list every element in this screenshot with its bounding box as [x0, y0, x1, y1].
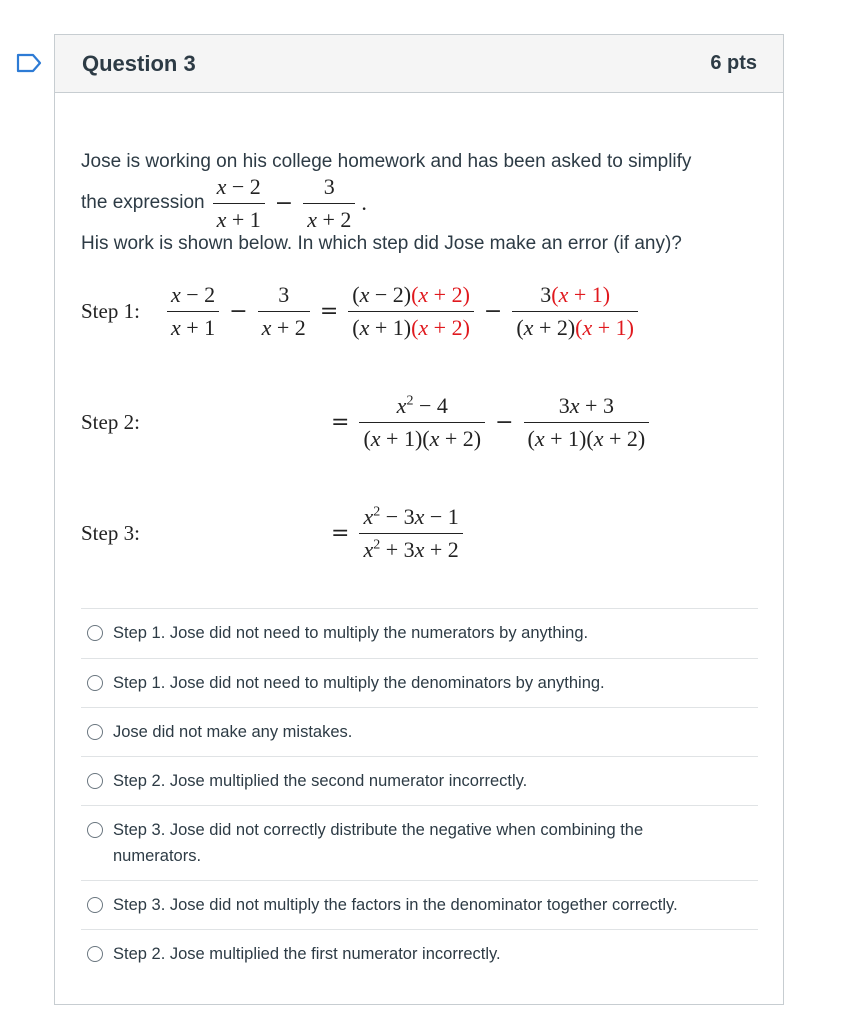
- answer-option-label: Step 1. Jose did not need to multiply the denominators by anything.: [113, 674, 605, 692]
- step-1: [81, 282, 638, 341]
- step-1-label: Step 1:: [81, 299, 140, 323]
- step-2: [81, 393, 649, 452]
- question-title: Question 3: [82, 50, 196, 76]
- radio-unchecked-icon[interactable]: [87, 675, 103, 691]
- question-points: 6 pts: [710, 52, 757, 74]
- answer-option[interactable]: [81, 707, 758, 756]
- radio-unchecked-icon[interactable]: [87, 625, 103, 641]
- answer-option[interactable]: [81, 805, 758, 880]
- question-body: [55, 149, 783, 257]
- step-2-math: = $\frac{x^2 - 4}{(x + 1)(x + 2)}$ − $\frac{3x + 3}{(x + 1)(x + 2)}$: [321, 393, 649, 452]
- radio-unchecked-icon[interactable]: [87, 773, 103, 789]
- intro-line-1: Jose is working on his college homework and has been asked to simplify: [81, 151, 692, 172]
- answer-option[interactable]: [81, 658, 758, 707]
- answer-option[interactable]: [81, 608, 758, 658]
- intro-expression: $\frac{x - 2}{x + 1}$ − $\frac{3}{x + 2}$ .: [213, 174, 367, 233]
- intro-expression-line: [81, 175, 757, 231]
- radio-unchecked-icon[interactable]: [87, 724, 103, 740]
- answer-option-label: Jose did not make any mistakes.: [113, 723, 353, 741]
- step-3-label: Step 3:: [81, 521, 140, 545]
- answer-option[interactable]: [81, 929, 758, 978]
- step-2-label: Step 2:: [81, 410, 140, 434]
- answer-option-label: Step 3. Jose did not correctly distribute the negative when combining the numerators.: [113, 821, 644, 865]
- answer-option-label: Step 3. Jose did not multiply the factors in the denominator together correctly.: [113, 896, 678, 914]
- intro-prefix: the expression: [81, 192, 205, 213]
- radio-unchecked-icon[interactable]: [87, 946, 103, 962]
- answer-option-label: Step 2. Jose multiplied the second numerator incorrectly.: [113, 772, 528, 790]
- radio-unchecked-icon[interactable]: [87, 822, 103, 838]
- answer-options: [81, 608, 758, 978]
- step-3: [81, 504, 463, 563]
- step-3-math: = $\frac{x^2 - 3x - 1}{x^2 + 3x + 2}$: [321, 504, 463, 563]
- question-header: [55, 35, 783, 93]
- answer-option[interactable]: [81, 756, 758, 805]
- radio-unchecked-icon[interactable]: [87, 897, 103, 913]
- intro-line-3: His work is shown below. In which step did Jose make an error (if any)?: [81, 233, 682, 254]
- answer-option[interactable]: [81, 880, 758, 929]
- answer-option-label: Step 2. Jose multiplied the first numerator incorrectly.: [113, 945, 501, 963]
- bookmark-flag-icon[interactable]: [16, 53, 42, 73]
- step-1-math: $\frac{x - 2}{x + 1}$ − $\frac{3}{x + 2}$ = $\frac{(x - 2)(x + 2)}{(x + 1)(x + 2)}$ − $\frac{3(x + 1)}{(x + 2)(x + 1)}$: [167, 282, 638, 341]
- answer-option-label: Step 1. Jose did not need to multiply the numerators by anything.: [113, 624, 589, 642]
